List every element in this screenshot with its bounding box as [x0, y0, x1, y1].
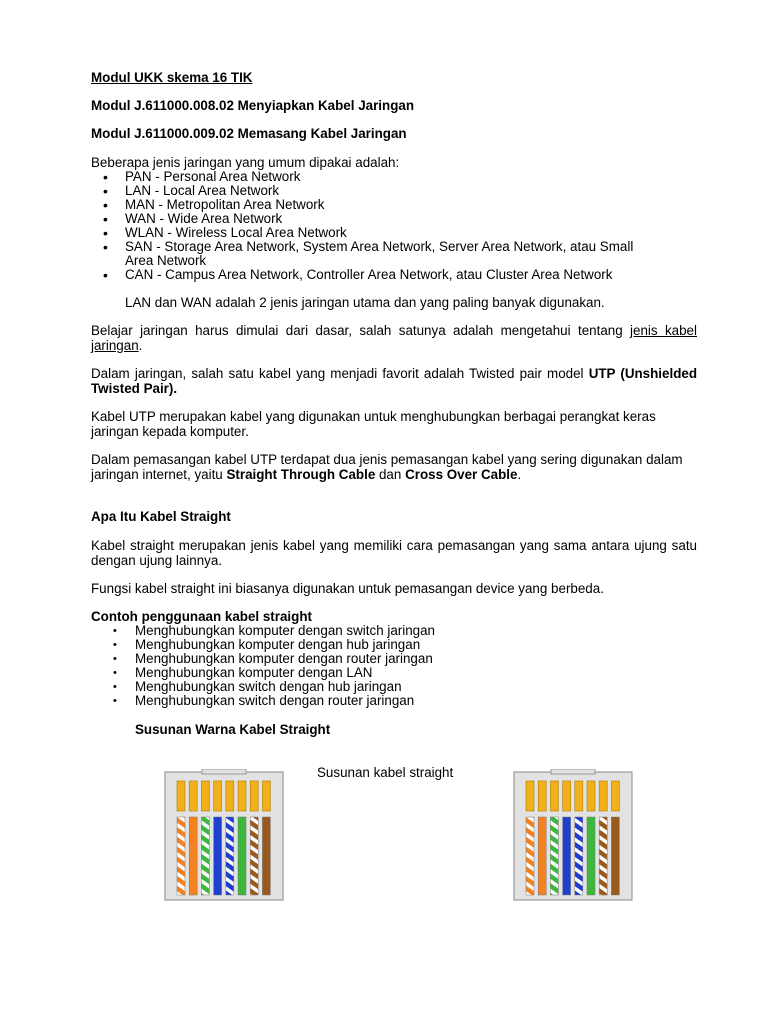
gold-contact	[599, 781, 607, 811]
wire-brown-white	[599, 817, 607, 895]
usage-examples-list	[91, 624, 697, 708]
gold-contact	[214, 781, 222, 811]
paragraph-pemasangan: Dalam pemasangan kabel UTP terdapat dua jenis pemasangan kabel yang sering digunakan dalam jaringan internet, yaitu Straight Through Cable dan Cross Over Cable.	[91, 452, 683, 482]
wire-orange-white	[177, 817, 185, 895]
connector-clip	[551, 769, 595, 774]
wire-brown-white	[250, 817, 258, 895]
paragraph-favorit	[91, 366, 697, 396]
paragraph-text: Belajar jaringan harus dimulai dari dasar, salah satunya adalah mengetahui tentang	[91, 323, 631, 338]
rj45-connector-left-image	[164, 769, 284, 904]
list-item: • LAN - Local Area Network	[91, 184, 697, 198]
gold-contact	[226, 781, 234, 811]
wire-green	[238, 817, 246, 895]
list-item: • WLAN - Wireless Local Area Network	[91, 226, 697, 240]
gold-contact	[563, 781, 571, 811]
gold-contact	[611, 781, 619, 811]
document-body	[91, 70, 697, 737]
list-item: • Menghubungkan komputer dengan hub jaringan	[91, 638, 697, 652]
wire-brown	[611, 817, 619, 895]
wire-orange-white	[526, 817, 534, 895]
heading-susunan-warna: Susunan Warna Kabel Straight	[135, 722, 331, 737]
wire-green-white	[550, 817, 558, 895]
paragraph-utp: Kabel UTP merupakan kabel yang digunakan untuk menghubungkan berbagai perangkat keras jaringan kepada komputer.	[91, 409, 656, 439]
connector-clip	[202, 769, 246, 774]
heading-kabel-straight: Apa Itu Kabel Straight	[91, 509, 231, 524]
list-item: • Menghubungkan komputer dengan router jaringan	[91, 652, 697, 666]
gold-contact	[201, 781, 209, 811]
straight-through-bold: Straight Through Cable	[226, 467, 376, 482]
list-item: • Menghubungkan switch dengan router jaringan	[91, 694, 697, 708]
wire-green	[587, 817, 595, 895]
module-1-heading: Modul J.611000.008.02 Menyiapkan Kabel Jaringan	[91, 98, 415, 113]
wire-blue	[563, 817, 571, 895]
lan-wan-note: LAN dan WAN adalah 2 jenis jaringan utama dan yang paling banyak digunakan.	[125, 295, 605, 310]
gold-contact	[250, 781, 258, 811]
wire-blue-white	[575, 817, 583, 895]
gold-contact	[575, 781, 583, 811]
paragraph-belajar: Belajar jaringan harus dimulai dari dasar, salah satunya adalah mengetahui tentang jenis kabel jaringan.	[91, 323, 697, 353]
rj45-connector-right-image	[513, 769, 633, 904]
heading-contoh: Contoh penggunaan kabel straight	[91, 609, 312, 624]
list-item: • Menghubungkan switch dengan hub jaringan	[91, 680, 697, 694]
gold-contact	[526, 781, 534, 811]
wire-brown	[262, 817, 270, 895]
gold-contact	[550, 781, 558, 811]
gold-contact	[238, 781, 246, 811]
document-title: Modul UKK skema 16 TIK	[91, 70, 253, 85]
list-item: • SAN - Storage Area Network, System Area Network, Server Area Network, atau Small Area Network	[91, 240, 697, 268]
utp-bold: UTP (Unshielded Twisted Pair).	[91, 366, 698, 396]
list-item: • Menghubungkan komputer dengan LAN	[91, 666, 697, 680]
list-item: • MAN - Metropolitan Area Network	[91, 198, 697, 212]
module-2-heading: Modul J.611000.009.02 Memasang Kabel Jaringan	[91, 126, 407, 141]
gold-contact	[177, 781, 185, 811]
gold-contact	[538, 781, 546, 811]
network-types-list	[91, 170, 697, 282]
list-item: • PAN - Personal Area Network	[91, 170, 697, 184]
wire-orange	[538, 817, 546, 895]
jenis-kabel-link[interactable]: jenis kabel jaringan	[91, 323, 697, 353]
connector-caption: Susunan kabel straight	[317, 765, 454, 780]
list-item: • CAN - Campus Area Network, Controller Area Network, atau Cluster Area Network	[91, 268, 697, 282]
intro-text: Beberapa jenis jaringan yang umum dipakai adalah:	[91, 155, 400, 170]
gold-contact	[587, 781, 595, 811]
list-item: • WAN - Wide Area Network	[91, 212, 697, 226]
paragraph-straight-def: Kabel straight merupakan jenis kabel yang memiliki cara pemasangan yang sama antara ujung satu dengan ujung lainnya.	[91, 538, 697, 568]
cross-over-bold: Cross Over Cable	[405, 467, 518, 482]
gold-contact	[189, 781, 197, 811]
paragraph-fungsi: Fungsi kabel straight ini biasanya digunakan untuk pemasangan device yang berbeda.	[91, 581, 604, 596]
gold-contact	[262, 781, 270, 811]
wire-blue	[214, 817, 222, 895]
wire-blue-white	[226, 817, 234, 895]
wire-orange	[189, 817, 197, 895]
paragraph-text: Dalam jaringan, salah satu kabel yang menjadi favorit adalah Twisted pair model	[91, 366, 589, 381]
list-item: • Menghubungkan komputer dengan switch jaringan	[91, 624, 697, 638]
wire-green-white	[201, 817, 209, 895]
